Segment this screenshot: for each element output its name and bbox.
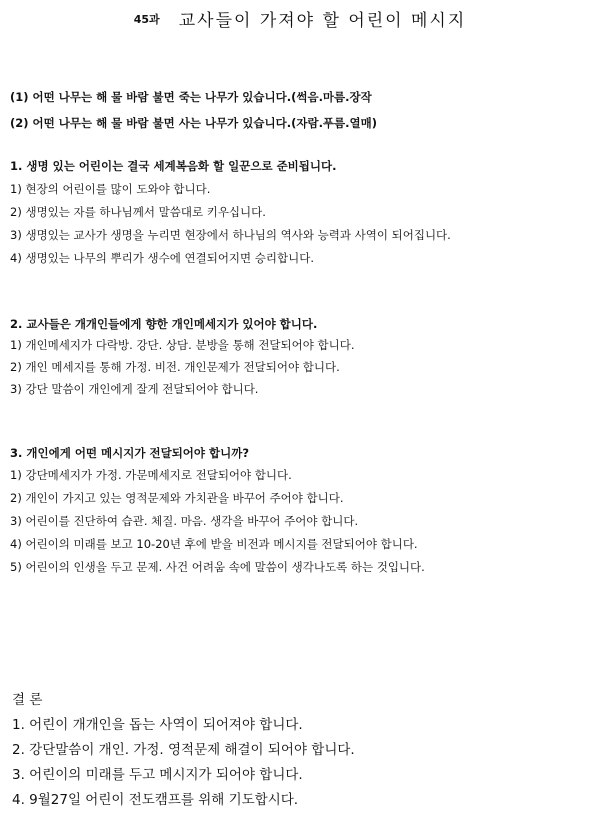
list-item: 4) 생명있는 나무의 뿌리가 생수에 연결되어지면 승리합니다. — [10, 251, 315, 265]
conclusion-item: 2. 강단말씀이 개인. 가정. 영적문제 해결이 되어야 합니다. — [12, 742, 355, 758]
list-item: 4) 어린이의 미래를 보고 10-20년 후에 받을 비전과 메시지를 전달되어야 합니다. — [10, 537, 418, 551]
list-item: 2) 생명있는 자를 하나님께서 말씀대로 키우십니다. — [10, 205, 266, 219]
conclusion-item: 1. 어린이 개개인을 돕는 사역이 되어져야 합니다. — [12, 717, 303, 733]
intro-line: (2) 어떤 나무는 해 물 바람 불면 사는 나무가 있습니다.(자람.푸름.열매) — [10, 116, 377, 130]
lesson-number: 45과 — [133, 13, 160, 26]
list-item: 5) 어린이의 인생을 두고 문제. 사건 어려움 속에 말씀이 생각나도록 하는 것입니다. — [10, 560, 425, 574]
document-title — [0, 6, 600, 31]
list-item: 3) 강단 말씀이 개인에게 잘게 전달되어야 합니다. — [10, 382, 259, 396]
intro-line: (1) 어떤 나무는 해 물 바람 불면 죽는 나무가 있습니다.(썩음.마름.장작 — [10, 90, 372, 104]
conclusion-heading: 결 론 — [12, 692, 43, 708]
list-item: 2) 개인이 가지고 있는 영적문제와 가치관을 바꾸어 주어야 합니다. — [10, 491, 344, 505]
conclusion-item: 3. 어린이의 미래를 두고 메시지가 되어야 합니다. — [12, 767, 303, 783]
section-heading: 3. 개인에게 어떤 메시지가 전달되어야 합니까? — [10, 446, 250, 460]
section-heading: 2. 교사들은 개개인들에게 향한 개인메세지가 있어야 합니다. — [10, 317, 318, 331]
list-item: 1) 현장의 어린이를 많이 도와야 합니다. — [10, 182, 211, 196]
list-item: 3) 생명있는 교사가 생명을 누리면 현장에서 하나님의 역사와 능력과 사역이 되어집니다. — [10, 228, 451, 242]
title-text: 교사들이 가져야 할 어린이 메시지 — [178, 11, 467, 31]
list-item: 3) 어린이를 진단하여 습관. 체질. 마음. 생각을 바꾸어 주어야 합니다. — [10, 514, 359, 528]
conclusion-item: 4. 9월27일 어린이 전도캠프를 위해 기도합시다. — [12, 792, 299, 808]
list-item: 1) 개인메세지가 다락방. 강단. 상담. 분방을 통해 전달되어야 합니다. — [10, 338, 355, 352]
list-item: 2) 개인 메세지를 통해 가정. 비전. 개인문제가 전달되어야 합니다. — [10, 360, 340, 374]
list-item: 1) 강단메세지가 가정. 가문메세지로 전달되어야 합니다. — [10, 468, 292, 482]
section-heading: 1. 생명 있는 어린이는 결국 세계복음화 할 일꾼으로 준비됩니다. — [10, 159, 337, 173]
